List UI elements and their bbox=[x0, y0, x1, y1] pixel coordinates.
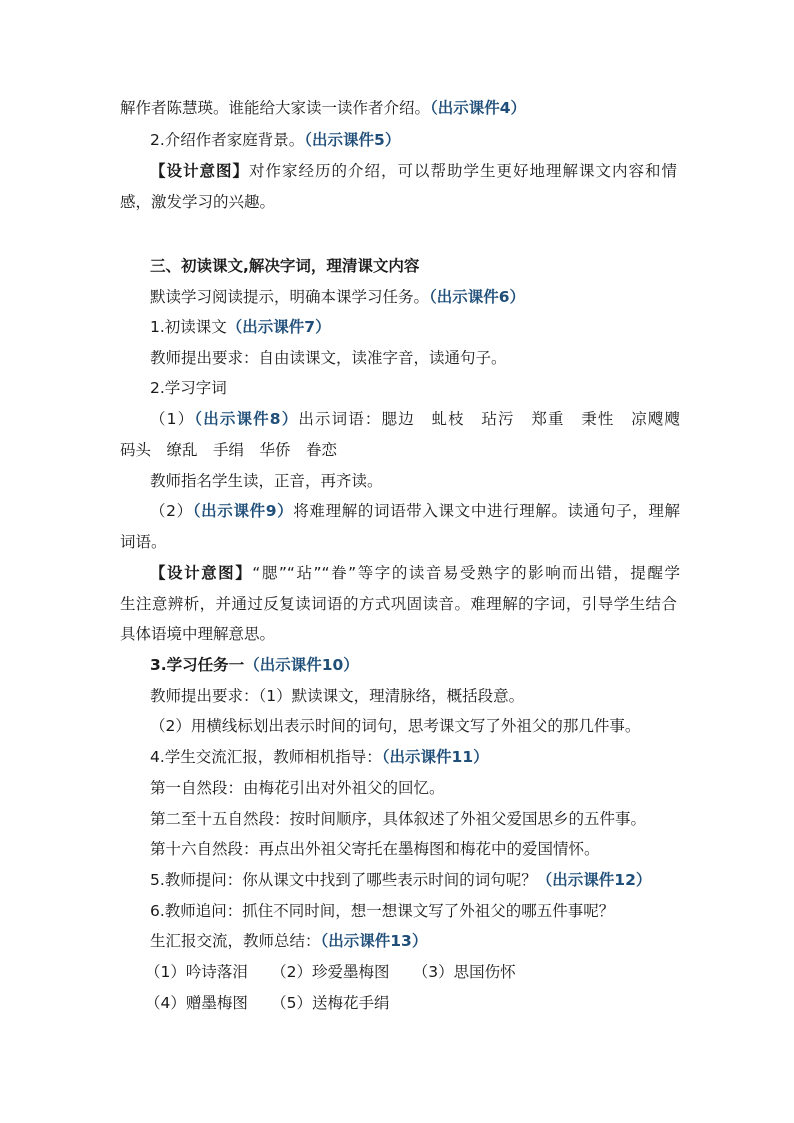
text-line bbox=[120, 624, 275, 644]
courseware-ref: （出示课件12） bbox=[536, 871, 652, 889]
text-segment: 第十六自然段：再点出外祖父寄托在墨梅图和梅花中的爱国情怀。 bbox=[150, 840, 600, 858]
text-line bbox=[150, 655, 359, 675]
text-segment: 对作家经历的介绍，可以帮助学生更好地理解课文内容和情 bbox=[249, 162, 677, 180]
bold-label: 3.学习任务一 bbox=[150, 656, 245, 674]
text-segment: （1）吟诗落泪 （2）珍爱墨梅图 （3）思国伤怀 bbox=[145, 963, 516, 981]
text-segment: 4.学生交流汇报，教师相机指导： bbox=[150, 748, 382, 766]
text-line bbox=[120, 192, 275, 212]
courseware-ref: （出示课件7） bbox=[226, 318, 331, 336]
text-line bbox=[150, 809, 646, 829]
text-segment: 第二至十五自然段：按时间顺序，具体叙述了外祖父爱国思乡的五件事。 bbox=[150, 810, 647, 828]
text-segment: 2.介绍作者家庭背景。 bbox=[150, 131, 305, 149]
text-line bbox=[150, 778, 445, 798]
text-segment: 2.学习字词 bbox=[150, 379, 227, 397]
text-line bbox=[145, 962, 516, 982]
text-line bbox=[150, 716, 640, 736]
text-segment: 词语。 bbox=[120, 533, 167, 551]
text-line bbox=[150, 256, 419, 276]
text-segment: （2）用横线标划出表示时间的词句，思考课文写了外祖父的那几件事。 bbox=[150, 717, 641, 735]
bold-label: 【设计意图】 bbox=[150, 162, 249, 180]
text-segment: 出示词语：腮边 虬枝 玷污 郑重 秉性 凉飕飕 bbox=[298, 410, 680, 428]
text-line bbox=[145, 993, 389, 1013]
text-line bbox=[150, 931, 427, 951]
text-segment: 具体语境中理解意思。 bbox=[120, 625, 276, 643]
text-segment: 将难理解的词语带入课文中进行理解。读通句子，理解 bbox=[293, 502, 680, 520]
courseware-ref: （出示课件11） bbox=[381, 748, 489, 766]
text-line bbox=[150, 901, 614, 921]
text-segment: 教师提出要求：（1）默读课文，理清脉络，概括段意。 bbox=[150, 687, 525, 705]
text-line bbox=[150, 348, 507, 368]
text-line bbox=[150, 563, 680, 583]
bold-label: 【设计意图】 bbox=[150, 564, 253, 582]
text-line bbox=[150, 409, 680, 429]
text-line bbox=[150, 747, 489, 767]
text-segment: 6.教师追问：抓住不同时间，想一想课文写了外祖父的哪五件事呢？ bbox=[150, 902, 615, 920]
text-line bbox=[150, 378, 227, 398]
text-segment: （1） bbox=[150, 410, 195, 428]
text-line bbox=[120, 594, 677, 614]
text-segment: 感，激发学习的兴趣。 bbox=[120, 193, 276, 211]
courseware-ref: （出示课件13） bbox=[320, 932, 428, 950]
text-line bbox=[120, 98, 526, 118]
courseware-ref: （出示课件8） bbox=[194, 410, 299, 428]
text-segment: 1.初读课文 bbox=[150, 318, 227, 336]
text-segment: 教师指名学生读，正音，再齐读。 bbox=[150, 472, 383, 490]
text-line bbox=[150, 287, 525, 307]
text-line bbox=[150, 130, 400, 150]
text-line bbox=[150, 471, 383, 491]
text-segment: （4）赠墨梅图 （5）送梅花手绢 bbox=[145, 994, 390, 1012]
text-line bbox=[150, 501, 680, 521]
text-line bbox=[120, 440, 337, 460]
text-segment: 码头 缭乱 手绢 华侨 眷恋 bbox=[120, 441, 338, 459]
text-line bbox=[150, 686, 524, 706]
text-segment: 5.教师提问：你从课文中找到了哪些表示时间的词句呢？ bbox=[150, 871, 537, 889]
text-segment: 生汇报交流，教师总结： bbox=[150, 932, 321, 950]
text-line bbox=[150, 839, 600, 859]
text-line bbox=[150, 317, 331, 337]
courseware-ref: （出示课件5） bbox=[304, 131, 401, 149]
courseware-ref: （出示课件4） bbox=[430, 99, 527, 117]
text-line bbox=[150, 870, 651, 890]
bold-label: 三、初读课文,解决字词，理清课文内容 bbox=[150, 257, 420, 275]
text-segment: 解作者陈慧瑛。谁能给大家读一读作者介绍。 bbox=[120, 99, 431, 117]
courseware-ref: （出示课件10） bbox=[244, 656, 359, 674]
text-segment: 教师提出要求：自由读课文，读准字音，读通句子。 bbox=[150, 349, 507, 367]
courseware-ref: （出示课件6） bbox=[429, 288, 526, 306]
text-segment: 默读学习阅读提示，明确本课学习任务。 bbox=[150, 288, 430, 306]
text-line bbox=[120, 532, 167, 552]
text-segment: 第一自然段：由梅花引出对外祖父的回忆。 bbox=[150, 779, 445, 797]
courseware-ref: （出示课件9） bbox=[192, 502, 294, 520]
text-line bbox=[150, 161, 677, 181]
text-segment: “腮”“玷”“眷”等字的读音易受熟字的影响而出错，提醒学 bbox=[252, 564, 680, 582]
text-segment: （2） bbox=[150, 502, 193, 520]
text-segment: 生注意辨析，并通过反复读词语的方式巩固读音。难理解的字词，引导学生结合 bbox=[120, 595, 677, 613]
